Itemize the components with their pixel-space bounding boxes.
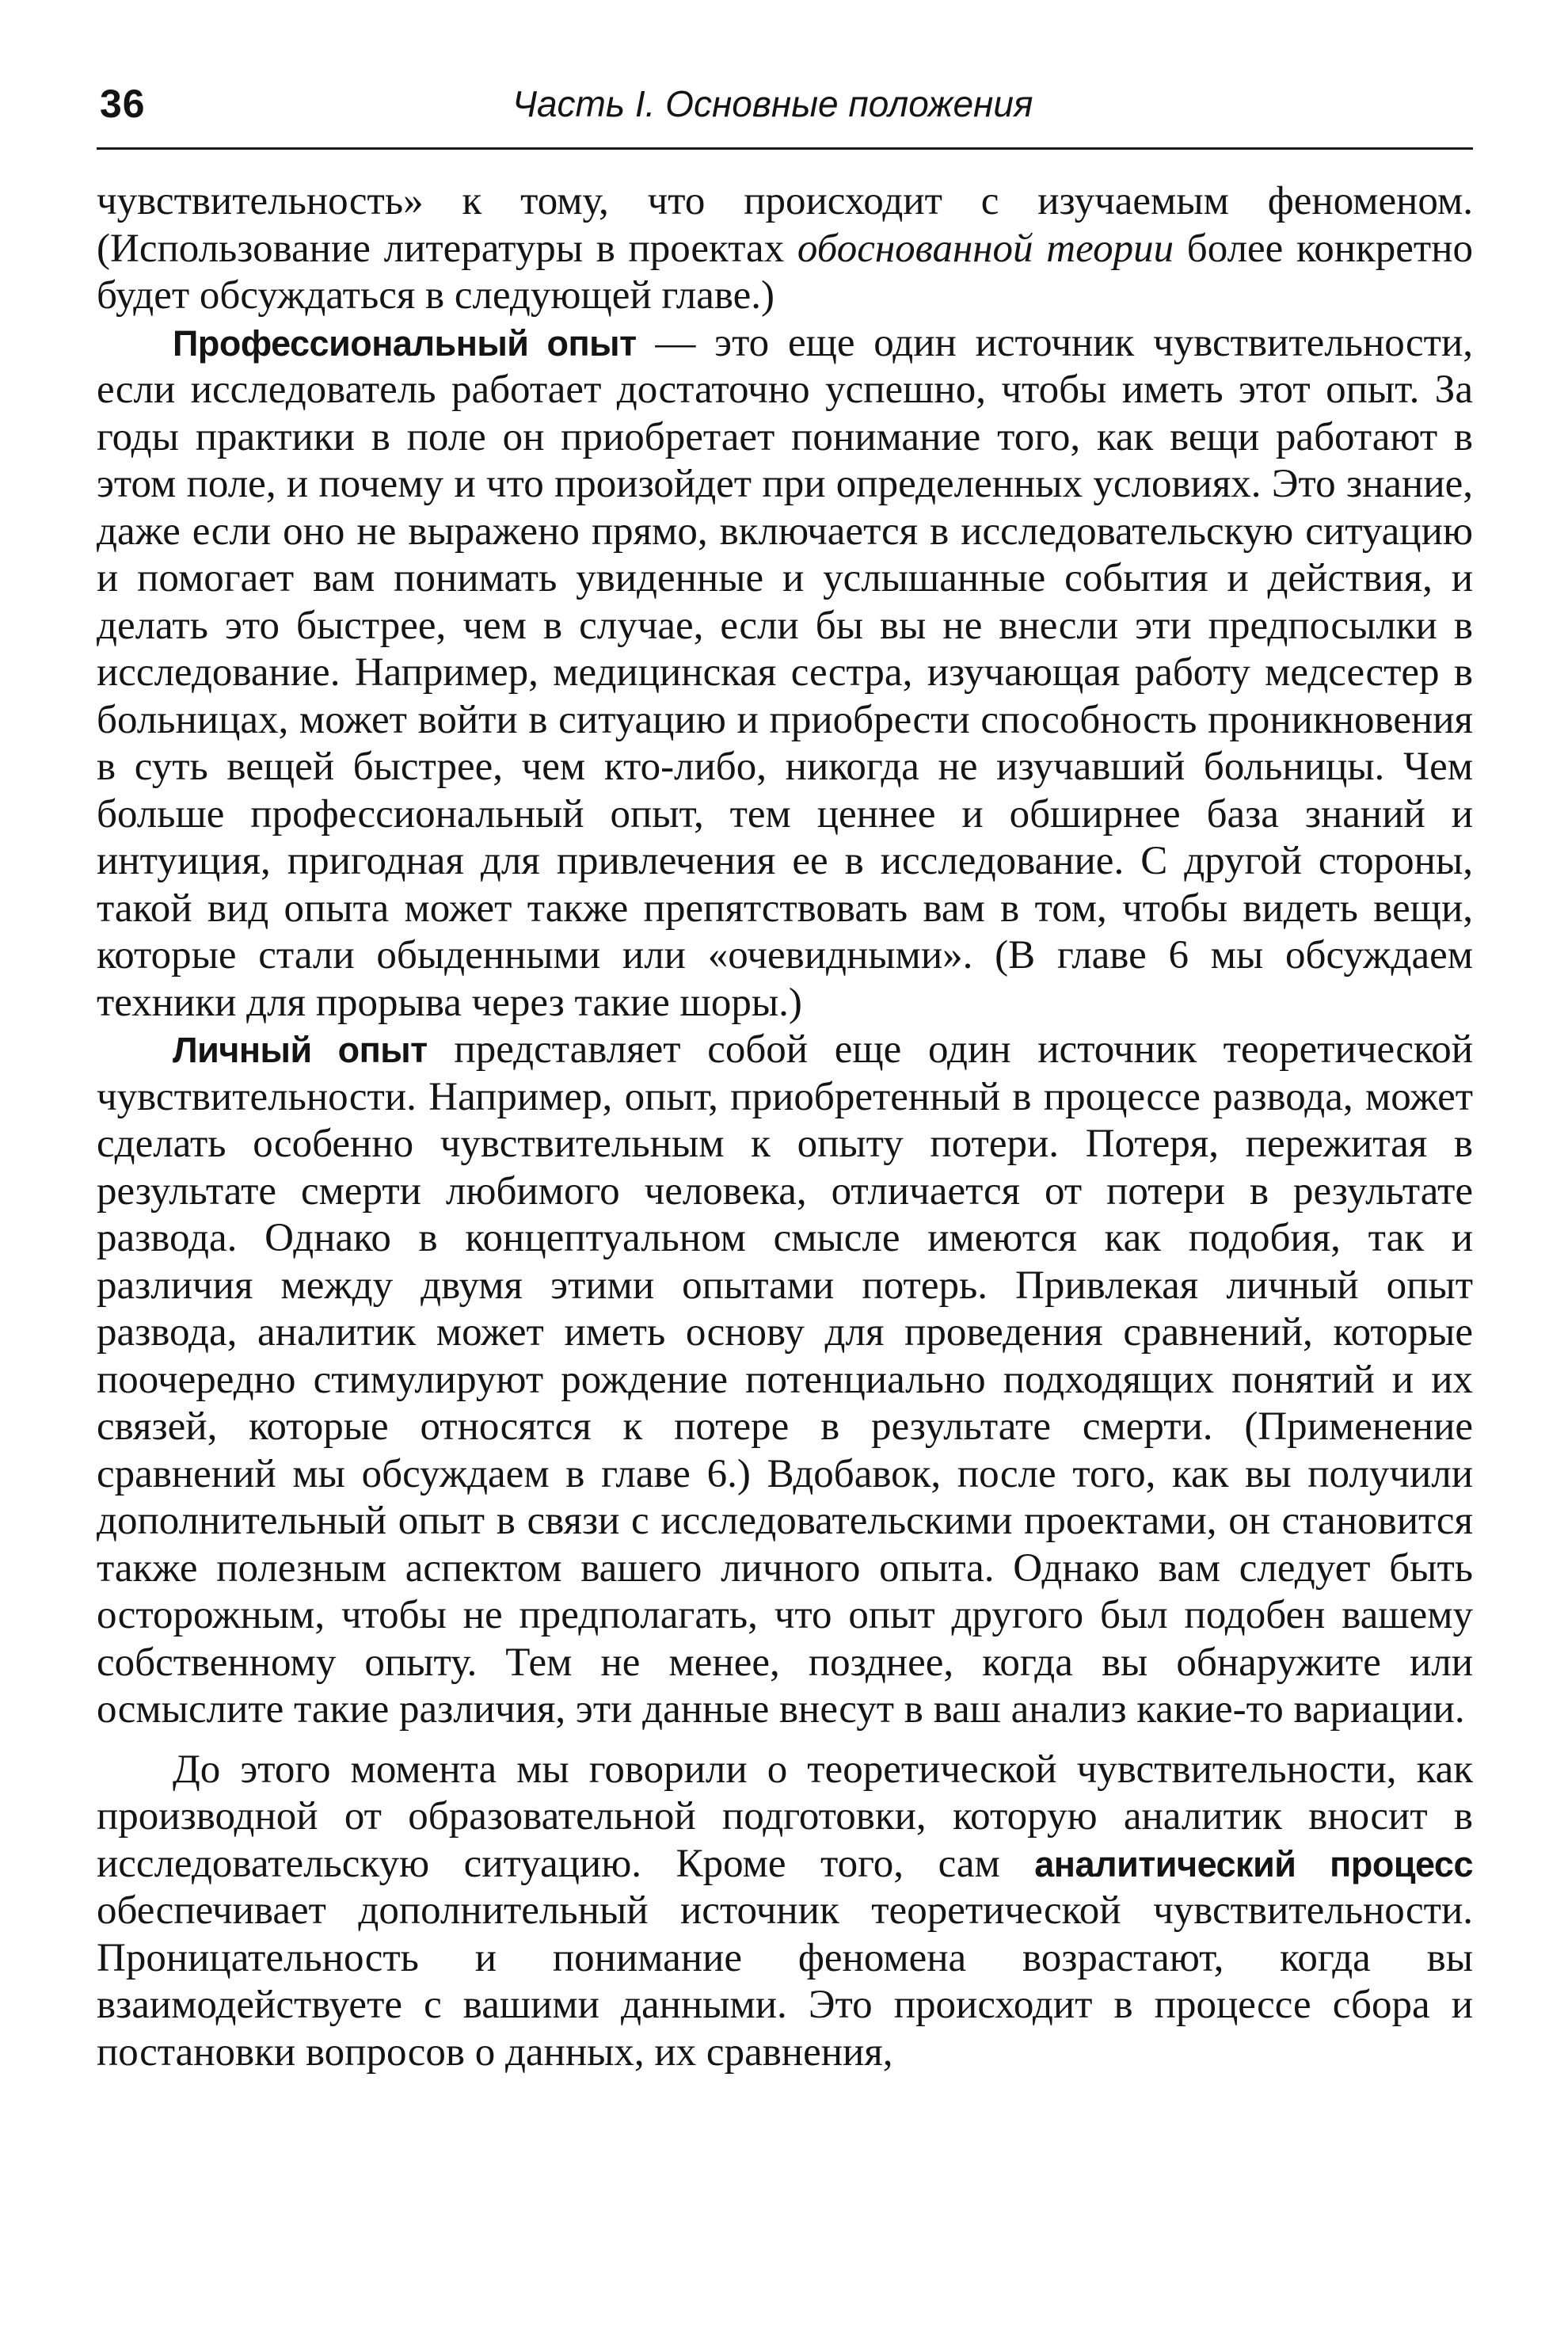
paragraph-text: чувствительность» к тому, что происходит с изучаемым феноменом. (Использование литературы в проектах [97, 179, 1473, 271]
emphasized-term: обоснованной теории [797, 226, 1174, 271]
paragraph-text: До этого момента мы говорили о теоретической чувствительности, как производной от образовательной подготовки, которую аналитик вносит в исследовательскую ситуацию. Кроме того, сам [97, 1747, 1473, 1886]
paragraph-professional-experience [97, 320, 1473, 1027]
bold-term: аналитический процесс [1034, 1843, 1473, 1884]
paragraph-text: — это еще один источник чувствительности, если исследователь работает достаточно успешно, чтобы иметь этот опыт. За годы практики в поле он приобретает понимание того, как вещи работают в этом поле, и почему и что произойдет при определенных условиях. Это знание, даже если оно не выражено прямо, включается в исследовательскую ситуацию и помогает вам понимать увиденные и услышанные события и действия, и делать это быстрее, чем в случае, если бы вы не внесли эти предпосылки в исследование. Например, медицинская сестра, изучающая работу медсестер в больницах, может войти в ситуацию и приобрести способность проникновения в суть вещей быстрее, чем кто-либо, никогда не изучавший больницы. Чем больше профессиональный опыт, тем ценнее и обширнее база знаний и интуиция, пригодная для привлечения ее в исследование. С другой стороны, такой вид опыта может также препятствовать вам в том, чтобы видеть вещи, которые стали обыденными или «очевидными». (В главе 6 мы обсуждаем техники для прорыва через такие шоры.) [97, 320, 1473, 1025]
paragraph-text: обеспечивает дополнительный источник теоретической чувствительности. Проницательность и понимание феномена возрастают, когда вы взаимодействуете с вашими данными. Это происходит в процессе сбора и постановки вопросов о данных, их сравнения, [97, 1888, 1473, 2075]
bold-term: Личный опыт [173, 1030, 428, 1070]
paragraph-analytic-process [97, 1747, 1473, 2077]
paragraph-continuation [97, 178, 1473, 320]
page-number: 36 [100, 82, 146, 126]
paragraph-text: более конкретно будет обсуждаться в следующей главе.) [97, 226, 1473, 318]
book-page [97, 79, 1473, 2076]
body-text [97, 178, 1473, 2076]
running-head [97, 79, 1473, 150]
paragraph-text: представляет собой еще один источник теоретической чувствительности. Например, опыт, приобретенный в процессе развода, может сделать особенно чувствительным к опыту потери. Потеря, пережитая в результате смерти любимого человека, отличается от потери в результате развода. Однако в концептуальном смысле имеются как подобия, так и различия между двумя этими опытами потерь. Привлекая личный опыт развода, аналитик может иметь основу для проведения сравнений, которые поочередно стимулируют рождение потенциально подходящих понятий и их связей, которые относятся к потере в результате смерти. (Применение сравнений мы обсуждаем в главе 6.) Вдобавок, после того, как вы получили дополнительный опыт в связи с исследовательскими проектами, он становится также полезным аспектом вашего личного опыта. Однако вам следует быть осторожным, чтобы не предполагать, что опыт другого был подобен вашему собственному опыту. Тем не менее, позднее, когда вы обнаружите или осмыслите такие различия, эти данные внесут в ваш анализ какие-то вариации. [97, 1027, 1473, 1732]
bold-term: Профессиональный опыт [173, 322, 637, 364]
running-title: Часть I. Основные положения [512, 83, 1033, 124]
paragraph-personal-experience [97, 1027, 1473, 1734]
